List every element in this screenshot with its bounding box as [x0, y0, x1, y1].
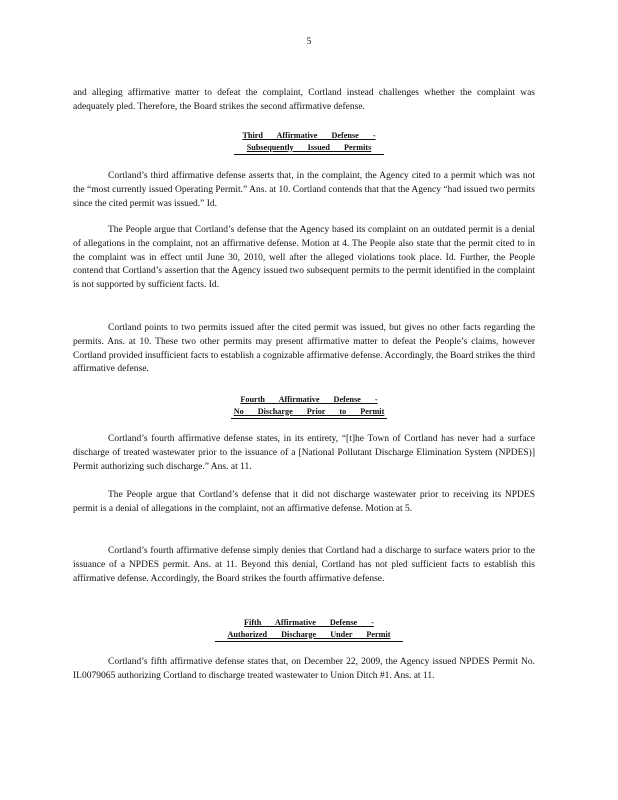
heading-line-2: Subsequently Issued Permits: [246, 142, 372, 152]
paragraph-board-strikes-third: Cortland points to two permits issued after the cited permit was issued, but gives no other facts regarding the permits. Ans. at 10. These two other permits may present affirmative matter to defeat the People’s claims, however Cortland provided insufficient facts to establish a cognizable affirmative defense. Accordingly, the Board strikes the third affirmative defense.: [73, 323, 535, 375]
heading-line-2: No Discharge Prior to Permit: [233, 406, 385, 416]
heading-line-2: Authorized Discharge Under Permit: [227, 629, 391, 639]
heading-line-1: Third Affirmative Defense -: [242, 131, 376, 140]
heading-underline: [215, 641, 403, 642]
heading-fourth-affirmative-defense: [0, 394, 618, 419]
paragraph-third-defense-assertion: Cortland’s third affirmative defense asserts that, in the complaint, the Agency cited to a permit which was not the “most currently issued Operating Permit.” Ans. at 10. Cortland contends that that the Agency “had issued two permits since the cited permit was issued.” Id.: [73, 171, 535, 209]
paragraph-strike-second-defense: and alleging affirmative matter to defeat the complaint, Cortland instead challenges whether the complaint was adequately pled. Therefore, the Board strikes the second affirmative defense.: [73, 88, 535, 112]
paragraph-people-argue-third: The People argue that Cortland’s defense that the Agency based its complaint on an outdated permit is a denial of allegations in the complaint, not an affirmative defense. Motion at 4. The People also state that the permit cited to in the complaint was in effect until June 30, 2010, well after the alleged violations took place. Id. Further, the People contend that Cortland’s assertion that the Agency issued two subsequent permits to the permit identified in the complaint is not supported by sufficient facts. Id.: [73, 225, 535, 291]
heading-line-1: Fourth Affirmative Defense -: [240, 395, 378, 404]
heading-third-affirmative-defense: [0, 130, 618, 155]
paragraph-people-argue-fourth: The People argue that Cortland’s defense that it did not discharge wastewater prior to receiving its NPDES permit is a denial of allegations in the complaint, not an affirmative defense. Motion at 5.: [73, 490, 535, 514]
heading-underline: [231, 418, 387, 419]
heading-underline: [234, 154, 384, 155]
paragraph-fourth-defense-statement: Cortland’s fourth affirmative defense states, in its entirety, “[t]he Town of Cortland has never had a surface discharge of treated wastewater prior to the issuance of a [National Pollutant Discharge Elimination System (NPDES)] Permit authorizing such discharge.” Ans. at 11.: [73, 434, 535, 472]
page-number: 5: [306, 37, 312, 47]
heading-fifth-affirmative-defense: [0, 617, 618, 642]
paragraph-fifth-defense-statement: Cortland’s fifth affirmative defense states that, on December 22, 2009, the Agency issued NPDES Permit No. IL0079065 authorizing Cortland to discharge treated wastewater to Union Ditch #1. Ans. at 11.: [73, 657, 535, 681]
paragraph-board-strikes-fourth: Cortland’s fourth affirmative defense simply denies that Cortland had a discharge to surface waters prior to the issuance of a NPDES permit. Ans. at 11. Beyond this denial, Cortland has not pled sufficient facts to establish this affirmative defense. Accordingly, the Board strikes the fourth affirmative defense.: [73, 546, 535, 584]
heading-line-1: Fifth Affirmative Defense -: [244, 618, 374, 627]
